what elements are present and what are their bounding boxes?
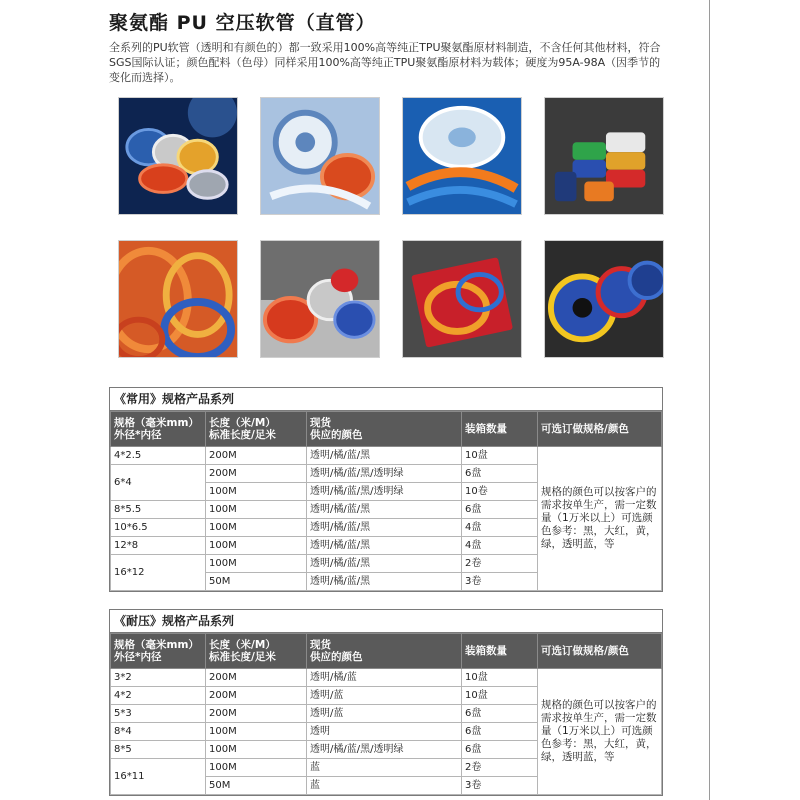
cell-length: 200M	[206, 705, 307, 723]
col-option: 可选订做规格/颜色	[538, 412, 662, 447]
cell-spec: 8*5	[111, 741, 206, 759]
cell-spec: 10*6.5	[111, 519, 206, 537]
intro-paragraph: 全系列的PU软管（透明和有颜色的）都一致采用100%高等纯正TPU聚氨酯原材料制造，不含任何其他材料，符合SGS国际认证；颜色配料（色母）同样采用100%高等纯正TPU聚氨酯原材料为载体；硬度为95A-98A（因季节的变化而选择）。	[109, 41, 661, 84]
cell-color: 透明/橘/蓝/黑/透明绿	[307, 741, 462, 759]
photo-blue-yellow-reels	[544, 240, 664, 358]
cell-length: 200M	[206, 669, 307, 687]
pressure-spec-heading: 《耐压》规格产品系列	[110, 610, 662, 633]
cell-length: 50M	[206, 573, 307, 591]
col-color: 现货 供应的颜色	[307, 634, 462, 669]
cell-length: 100M	[206, 483, 307, 501]
col-qty: 装箱数量	[462, 634, 538, 669]
cell-spec: 8*4	[111, 723, 206, 741]
cell-color: 透明/橘/蓝/黑	[307, 501, 462, 519]
cell-spec: 4*2.5	[111, 447, 206, 465]
cell-length: 200M	[206, 465, 307, 483]
cell-color: 透明/橘/蓝/黑	[307, 555, 462, 573]
photo-colored-hose-reels	[118, 97, 238, 215]
pressure-spec-table	[109, 609, 663, 796]
cell-color: 透明/橘/蓝/黑	[307, 519, 462, 537]
table-row	[111, 447, 662, 465]
cell-color: 透明/橘/蓝/黑	[307, 573, 462, 591]
cell-qty: 10盘	[462, 687, 538, 705]
col-option: 可选订做规格/颜色	[538, 634, 662, 669]
table-row	[111, 669, 662, 687]
col-qty: 装箱数量	[462, 412, 538, 447]
cell-color: 蓝	[307, 777, 462, 795]
common-header-row	[111, 412, 662, 447]
cell-qty: 6盘	[462, 723, 538, 741]
common-spec-heading: 《常用》规格产品系列	[110, 388, 662, 411]
cell-qty: 4盘	[462, 519, 538, 537]
cell-length: 100M	[206, 759, 307, 777]
cell-color: 透明/橘/蓝/黑	[307, 447, 462, 465]
cell-qty: 10卷	[462, 483, 538, 501]
cell-spec: 16*12	[111, 555, 206, 591]
cell-color: 透明/橘/蓝/黑	[307, 537, 462, 555]
page-divider	[709, 0, 710, 800]
cell-qty: 2卷	[462, 759, 538, 777]
cell-length: 100M	[206, 741, 307, 759]
cell-spec: 12*8	[111, 537, 206, 555]
cell-qty: 6盘	[462, 465, 538, 483]
cell-length: 100M	[206, 555, 307, 573]
photo-clear-hose-coil	[260, 97, 380, 215]
cell-color: 透明/蓝	[307, 705, 462, 723]
cell-spec: 6*4	[111, 465, 206, 501]
col-length: 长度（米/M） 标准长度/足米	[206, 412, 307, 447]
cell-length: 100M	[206, 723, 307, 741]
pressure-spec-grid	[110, 633, 662, 795]
cell-color: 透明/橘/蓝/黑/透明绿	[307, 465, 462, 483]
common-spec-table	[109, 387, 663, 592]
col-color: 现货 供应的颜色	[307, 412, 462, 447]
common-spec-grid	[110, 411, 662, 591]
cell-length: 50M	[206, 777, 307, 795]
photo-packaged-hose	[402, 240, 522, 358]
cell-color: 透明	[307, 723, 462, 741]
cell-spec: 5*3	[111, 705, 206, 723]
cell-length: 100M	[206, 501, 307, 519]
cell-color: 透明/橘/蓝/黑/透明绿	[307, 483, 462, 501]
cell-length: 200M	[206, 687, 307, 705]
col-length: 长度（米/M） 标准长度/足米	[206, 634, 307, 669]
cell-spec: 16*11	[111, 759, 206, 795]
cell-qty: 10盘	[462, 669, 538, 687]
pressure-header-row	[111, 634, 662, 669]
photo-clear-hose-reel	[402, 97, 522, 215]
col-spec: 规格（毫米mm） 外径*内径	[111, 412, 206, 447]
cell-option-note: 规格的颜色可以按客户的需求按单生产，需一定数量（1万米以上）可选颜色参考：黑，大红，黄，绿，透明蓝，等	[538, 447, 662, 591]
cell-qty: 2卷	[462, 555, 538, 573]
cell-qty: 6盘	[462, 501, 538, 519]
cell-qty: 3卷	[462, 573, 538, 591]
cell-spec: 3*2	[111, 669, 206, 687]
cell-qty: 6盘	[462, 705, 538, 723]
photo-orange-blue-coils	[118, 240, 238, 358]
cell-length: 200M	[206, 447, 307, 465]
cell-length: 100M	[206, 537, 307, 555]
cell-qty: 10盘	[462, 447, 538, 465]
cell-qty: 3卷	[462, 777, 538, 795]
page-title: 聚氨酯 PU 空压软管（直管）	[109, 12, 376, 34]
cell-option-note: 规格的颜色可以按客户的需求按单生产，需一定数量（1万米以上）可选颜色参考：黑，大红，黄，绿，透明蓝，等	[538, 669, 662, 795]
cell-color: 透明/橘/蓝	[307, 669, 462, 687]
cell-length: 100M	[206, 519, 307, 537]
cell-spec: 8*5.5	[111, 501, 206, 519]
cell-qty: 6盘	[462, 741, 538, 759]
col-spec: 规格（毫米mm） 外径*内径	[111, 634, 206, 669]
photo-red-hose-reels	[260, 240, 380, 358]
cell-color: 透明/蓝	[307, 687, 462, 705]
cell-color: 蓝	[307, 759, 462, 777]
cell-spec: 4*2	[111, 687, 206, 705]
photo-stacked-color-reels	[544, 97, 664, 215]
cell-qty: 4盘	[462, 537, 538, 555]
